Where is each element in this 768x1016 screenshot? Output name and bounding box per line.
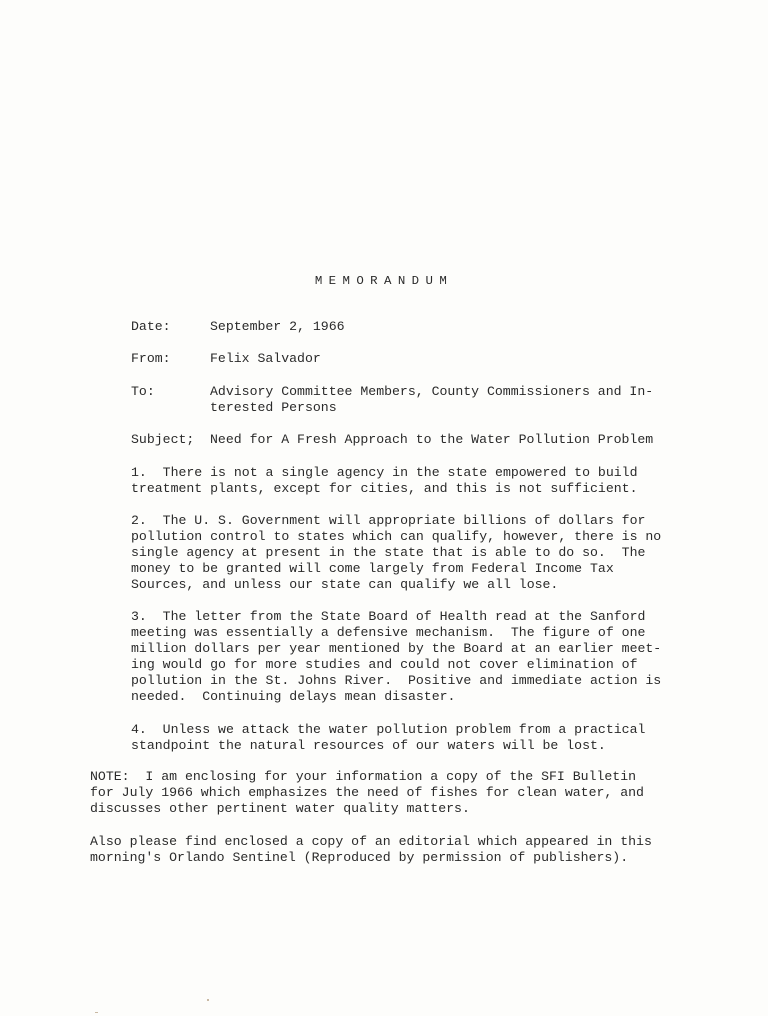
point-line: meeting was essentially a defensive mechanism. The figure of one <box>131 625 646 640</box>
point-line: single agency at present in the state that is able to do so. The <box>131 545 646 560</box>
to-value-line: terested Persons <box>210 400 337 415</box>
to-label: To: <box>131 384 155 399</box>
point-line: treatment plants, except for cities, and this is not sufficient. <box>131 481 638 496</box>
date-label: Date: <box>131 319 171 334</box>
note-line: morning's Orlando Sentinel (Reproduced by permission of publishers). <box>90 850 629 865</box>
point-line: 4. Unless we attack the water pollution problem from a practical <box>131 722 646 737</box>
point-line: million dollars per year mentioned by the Board at an earlier meet- <box>131 641 662 656</box>
from-value: Felix Salvador <box>210 351 321 366</box>
subject-label: Subject; <box>131 432 195 447</box>
point-line: Sources, and unless our state can qualify we all lose. <box>131 577 559 592</box>
scan-speck <box>207 999 209 1001</box>
point-line: 2. The U. S. Government will appropriate billions of dollars for <box>131 513 646 528</box>
subject-value: Need for A Fresh Approach to the Water Pollution Problem <box>210 432 654 447</box>
point-line: pollution control to states which can qualify, however, there is no <box>131 529 662 544</box>
note-line: Also please find enclosed a copy of an editorial which appeared in this <box>90 834 652 849</box>
point-line: money to be granted will come largely from Federal Income Tax <box>131 561 614 576</box>
point-line: needed. Continuing delays mean disaster. <box>131 689 456 704</box>
note-line: discusses other pertinent water quality matters. <box>90 801 470 816</box>
to-value-line: Advisory Committee Members, County Commissioners and In- <box>210 384 654 399</box>
note-line: for July 1966 which emphasizes the need of fishes for clean water, and <box>90 785 644 800</box>
memo-title: MEMORANDUM <box>314 274 454 288</box>
from-label: From: <box>131 351 171 366</box>
point-line: pollution in the St. Johns River. Positive and immediate action is <box>131 673 662 688</box>
date-value: September 2, 1966 <box>210 319 345 334</box>
point-line: 3. The letter from the State Board of Health read at the Sanford <box>131 609 646 624</box>
point-line: 1. There is not a single agency in the state empowered to build <box>131 465 638 480</box>
point-line: standpoint the natural resources of our waters will be lost. <box>131 738 606 753</box>
note-line: NOTE: I am enclosing for your information a copy of the SFI Bulletin <box>90 769 637 784</box>
scan-speck <box>95 1012 98 1013</box>
point-line: ing would go for more studies and could not cover elimination of <box>131 657 638 672</box>
